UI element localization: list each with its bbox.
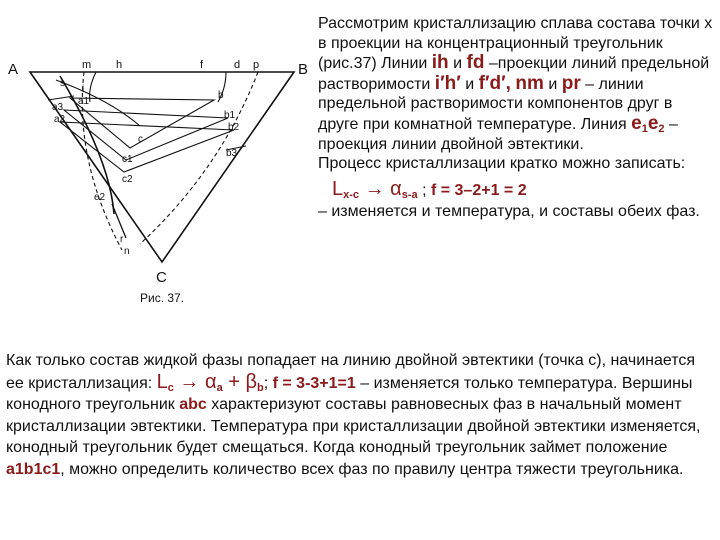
point-label-n: n [124, 246, 130, 257]
vertex-a-label: A [8, 61, 19, 78]
figure-caption: Рис. 37. [140, 291, 185, 305]
top-label-m: m [82, 59, 92, 71]
point-label-c1: c1 [122, 154, 133, 165]
top-label-p: p [253, 59, 260, 71]
formula-2-rule: f = 3-3+1=1 [272, 374, 356, 392]
vertex-b-label: B [298, 61, 309, 78]
eutectic-line-lower [112, 204, 126, 238]
point-label-c2: c2 [122, 174, 133, 185]
label-fd: fd [466, 52, 485, 74]
top-label-h: h [116, 59, 123, 71]
bottom-text [6, 350, 716, 480]
label-abc: abc [179, 396, 207, 413]
intro-paragraph: Рассмотрим кристаллизацию сплава состава точки х в проекции на концентрационный треугольник (рис.37) Линии ih и fd –проекции линий предельной растворимости i′h′ и f′d′, nm и pr – линии предельной растворимости компонентов друг в друге при комнатной температуре. Линия $е_1е_2$ – проекция линии двойной эвтектики. [318, 15, 713, 153]
phase-diagram-figure [0, 0, 320, 320]
formula-2-L: L [156, 370, 168, 393]
label-nm: nm [515, 72, 544, 94]
label-e1: е [631, 112, 642, 134]
tie-triangle-a1b1c1 [64, 110, 228, 160]
right-column-text [318, 14, 714, 221]
point-label-r: r [120, 234, 124, 245]
point-label-a1: a1 [78, 96, 90, 107]
eutectic-paragraph: Как только состав жидкой фазы попадает на линию двойной эвтектики (точка с), начинается ее кристаллизация: $L_c \to \alpha_a + \beta_b$; f = 3-3+1=1 – изменяется только температура. Вершины конодного треугольник abc характеризуют составы равновесных фаз в начальный момент кристаллизации эвтектики. Температура при кристаллизации двойной эвтектики изменяется, конодный треугольник будет смещаться. Когда конодный треугольник займет положение a1b1c1, можно определить количество всех фаз по правилу центра тяжести треугольника. [6, 352, 701, 478]
label-fd-prime: f′d′, [478, 72, 511, 94]
label-e2: е [647, 112, 659, 134]
point-label-i: i [82, 84, 85, 95]
tie-triangle-a2b2c2 [60, 122, 234, 172]
point-label-b2: b2 [228, 122, 240, 133]
point-label-e2: e2 [94, 192, 106, 203]
top-label-f: f [200, 59, 204, 71]
label-ih: ih [431, 52, 449, 74]
point-label-b1: b1 [224, 110, 236, 121]
formula-1-L: L [332, 177, 344, 200]
point-label-b3: b3 [226, 148, 238, 159]
label-a1b1c1: a1b1c1 [6, 460, 61, 478]
point-label-b: b [218, 90, 224, 101]
line-ih [90, 72, 96, 102]
line-pr [140, 72, 258, 244]
label-pr: pr [561, 72, 581, 94]
formula-1-rule: f = 3–2+1 = 2 [430, 181, 527, 199]
crystallization-path [56, 80, 140, 126]
top-label-d: d [234, 59, 241, 71]
formula-1: $L_{x-c} \to \alpha_{s-a}$ ; f = 3–2+1 = 2 – изменяется и температура, и составы обеих фаз. [318, 177, 700, 220]
point-label-a3: a3 [52, 102, 64, 113]
point-label-c: c [138, 134, 143, 145]
vertex-c-label: C [156, 269, 167, 286]
concentration-triangle [30, 72, 294, 262]
process-paragraph: Процесс кристаллизации кратко можно записать: [318, 155, 686, 173]
point-label-s: s [60, 78, 65, 89]
point-label-a2: a2 [54, 114, 66, 125]
label-ih-prime: i′h′ [434, 72, 461, 94]
